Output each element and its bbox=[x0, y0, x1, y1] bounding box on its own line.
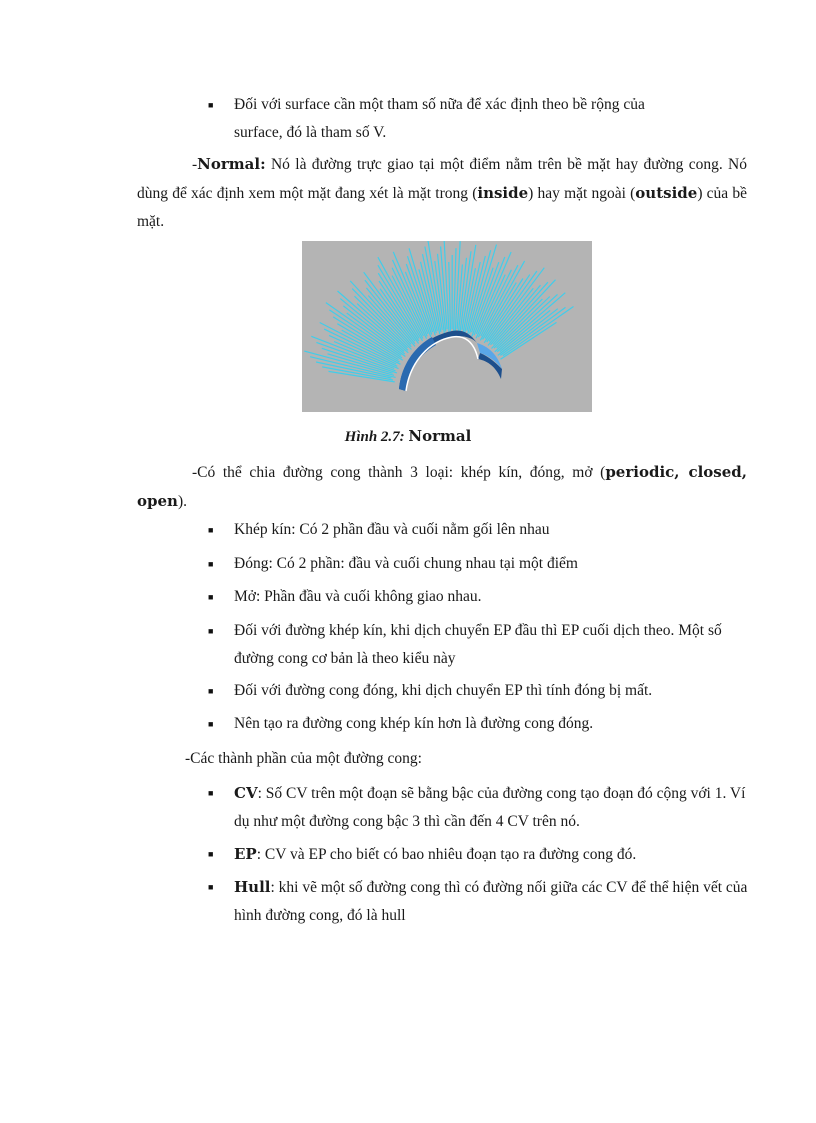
list-item: ■ Mở: Phần đầu và cuối không giao nhau. bbox=[208, 583, 758, 611]
normal-paragraph: -Normal: Nó là đường trực giao tại một điểm nằm trên bề mặt hay đường cong. Nó dùng để xác định xem một mặt đang xét là mặt trong (inside) hay mặt ngoài (outside) của bề mặt. bbox=[137, 155, 747, 230]
square-bullet-icon: ■ bbox=[208, 788, 214, 798]
hull-term: Hull bbox=[234, 878, 271, 896]
normal-figure-svg bbox=[302, 241, 592, 412]
normal-figure bbox=[302, 241, 592, 412]
list-item: ■ Đóng: Có 2 phần: đầu và cuối chung nhau tại một điểm bbox=[208, 550, 758, 578]
curve-types-paragraph: -Có thể chia đường cong thành 3 loại: khép kín, đóng, mở (periodic, closed, open). bbox=[137, 463, 747, 510]
caption-label: Hình 2.7: bbox=[344, 429, 405, 445]
list-item: ■ Đối với đường khép kín, khi dịch chuyển EP đầu thì EP cuối dịch theo. Một số đường cong cơ bản là theo kiểu này bbox=[208, 617, 758, 673]
caption-text: Normal bbox=[408, 427, 472, 445]
list-item-hull: ■ Hull: khi vẽ một số đường cong thì có đường nối giữa các CV để thể hiện vết của hình đường cong, đó là hull bbox=[208, 873, 758, 930]
list-item-ep: ■ EP: CV và EP cho biết có bao nhiêu đoạn tạo ra đường cong đó. bbox=[208, 840, 758, 869]
list-item: ■ Nên tạo ra đường cong khép kín hơn là đường cong đóng. bbox=[208, 710, 758, 738]
square-bullet-icon: ■ bbox=[208, 882, 214, 892]
components-heading: -Các thành phần của một đường cong: bbox=[185, 750, 422, 767]
square-bullet-icon: ■ bbox=[208, 626, 214, 636]
ep-term: EP bbox=[234, 845, 257, 863]
list-item: ■ Khép kín: Có 2 phần đầu và cuối nằm gối lên nhau bbox=[208, 516, 758, 544]
inside-term: inside bbox=[477, 184, 529, 202]
cv-term: CV bbox=[234, 784, 258, 802]
curve-types-terms: periodic, closed, open bbox=[137, 463, 747, 510]
square-bullet-icon: ■ bbox=[208, 100, 214, 110]
list-item-surface bbox=[208, 91, 758, 147]
normal-term: Normal: bbox=[197, 155, 266, 173]
square-bullet-icon: ■ bbox=[208, 686, 214, 696]
square-bullet-icon: ■ bbox=[208, 559, 214, 569]
figure-caption bbox=[0, 427, 816, 446]
list-item: ■ Đối với đường cong đóng, khi dịch chuyển EP thì tính đóng bị mất. bbox=[208, 677, 758, 705]
square-bullet-icon: ■ bbox=[208, 719, 214, 729]
list-item-cv: ■ CV: Số CV trên một đoạn sẽ bằng bậc của đường cong tạo đoạn đó cộng với 1. Ví dụ như một đường cong bậc 3 thì cần đến 4 CV trên nó. bbox=[208, 779, 758, 836]
outside-term: outside bbox=[635, 184, 698, 202]
square-bullet-icon: ■ bbox=[208, 525, 214, 535]
square-bullet-icon: ■ bbox=[208, 592, 214, 602]
square-bullet-icon: ■ bbox=[208, 849, 214, 859]
list-item-text: Đối với surface cần một tham số nữa để xác định theo bề rộng của surface, đó là tham số V. bbox=[234, 96, 645, 141]
